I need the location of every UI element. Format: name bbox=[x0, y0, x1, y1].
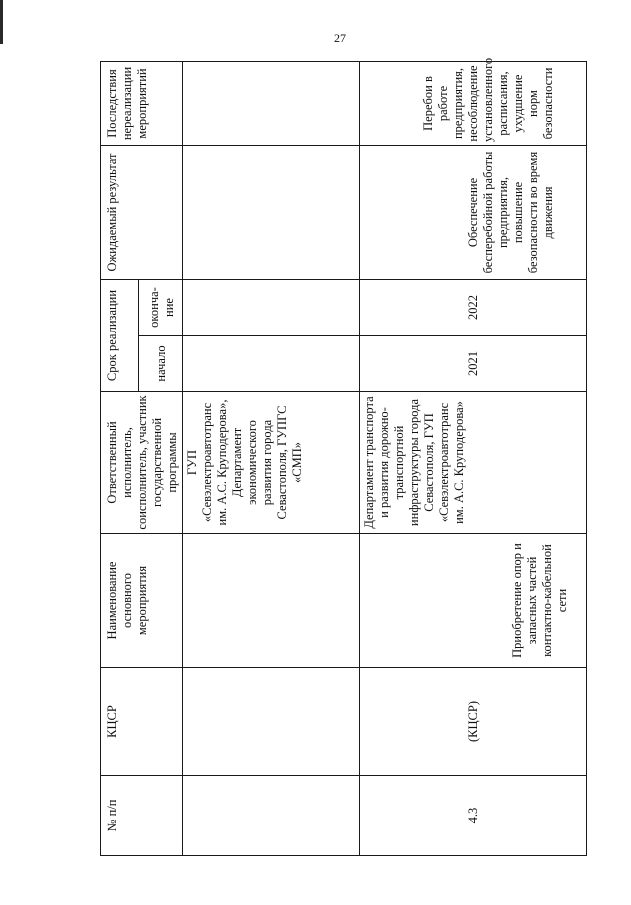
row-kcsr bbox=[183, 668, 360, 776]
row-end bbox=[183, 279, 360, 335]
table-row bbox=[183, 61, 360, 855]
row-name bbox=[183, 534, 360, 668]
header-name: Наименование основного мероприятия bbox=[101, 534, 183, 668]
row-consequences: Перебои в работе предприятия, несоблюдение установленного расписания, ухудшение норм безопасности bbox=[360, 61, 587, 145]
row-consequences bbox=[183, 61, 360, 145]
row-executor: Департамент транспорта и развития дорожно-транспортной инфраструктуры города Севастополя, ГУП «Севэлектроавтотранс им. А.С. Круподерова» bbox=[360, 392, 587, 534]
header-row-1 bbox=[101, 61, 139, 855]
row-result bbox=[183, 145, 360, 279]
header-consequences: Последствия нереализации мероприятий bbox=[101, 61, 183, 145]
page-number: 27 bbox=[334, 31, 346, 45]
row-result: Обеспечение бесперебойной работы предприятия, повышение безопасности во время движения bbox=[360, 145, 587, 279]
row-kcsr: (КЦСР) bbox=[360, 668, 587, 776]
header-end: оконча-ние bbox=[139, 279, 183, 335]
row-end: 2022 bbox=[360, 279, 587, 335]
scan-edge-mark bbox=[0, 0, 3, 44]
table-row bbox=[360, 61, 587, 855]
header-executor: Ответственный исполнитель, соисполнитель, участник государственной программы bbox=[101, 392, 183, 534]
header-start: начало bbox=[139, 336, 183, 392]
header-num: № п/п bbox=[101, 776, 183, 856]
program-activities-table bbox=[100, 57, 587, 856]
row-start: 2021 bbox=[360, 336, 587, 392]
row-name: Приобретение опор и запасных частей контактно-кабельной сети bbox=[360, 534, 587, 668]
row-start bbox=[183, 336, 360, 392]
row-num: 4.3 bbox=[360, 776, 587, 856]
row-num bbox=[183, 776, 360, 856]
rotated-table-container bbox=[100, 57, 586, 856]
header-term: Срок реализации bbox=[101, 279, 139, 391]
row-executor: ГУП «Севэлектроавтотранс им. А.С. Круподерова», Департамент экономического развития города Севастополя, ГУПГС «СМП» bbox=[183, 392, 360, 534]
header-result: Ожидаемый результат bbox=[101, 145, 183, 279]
header-kcsr: КЦСР bbox=[101, 668, 183, 776]
